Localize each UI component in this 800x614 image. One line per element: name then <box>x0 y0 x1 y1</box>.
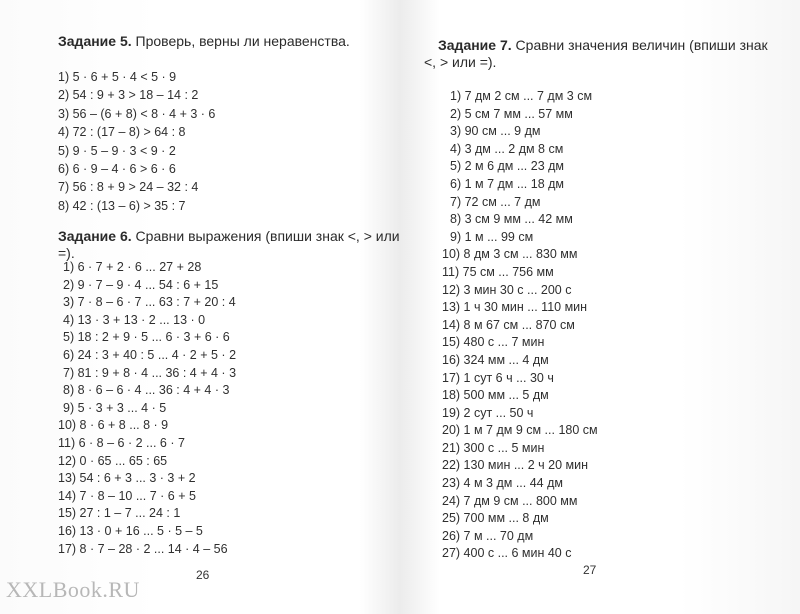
list-item: 14) 7 · 8 – 10 ... 7 · 6 + 5 <box>58 488 196 503</box>
list-item: 18) 500 мм ... 5 дм <box>442 388 549 403</box>
list-item: 3) 90 см ... 9 дм <box>450 124 541 139</box>
list-item: 4) 72 : (17 – 8) > 64 : 8 <box>58 125 186 140</box>
list-item: 1) 5 · 6 + 5 · 4 < 5 · 9 <box>58 70 177 84</box>
list-item: 15) 480 с ... 7 мин <box>442 335 545 350</box>
list-item: 17) 8 · 7 – 28 · 2 ... 14 · 4 – 56 <box>58 541 228 556</box>
list-item: 8) 3 см 9 мм ... 42 мм <box>450 212 573 227</box>
list-item: 10) 8 дм 3 см ... 830 мм <box>442 247 578 262</box>
list-item: 12) 3 мин 30 с ... 200 с <box>442 282 572 297</box>
list-item: 6) 6 · 9 – 4 · 6 > 6 · 6 <box>58 162 176 177</box>
page-number-left: 26 <box>196 568 210 582</box>
list-item: 19) 2 сут ... 50 ч <box>442 405 534 420</box>
task5-label: Задание 5. <box>58 33 132 49</box>
list-item: 5) 9 · 5 – 9 · 3 < 9 · 2 <box>58 143 176 158</box>
task7-heading <box>438 37 768 54</box>
task6-label: Задание 6. <box>58 228 132 244</box>
list-item: 14) 8 м 67 см ... 870 см <box>442 317 575 332</box>
task5-list <box>58 68 215 215</box>
list-item: 23) 4 м 3 дм ... 44 дм <box>442 476 563 491</box>
list-item: 16) 13 · 0 + 16 ... 5 · 5 – 5 <box>58 523 203 538</box>
list-item: 4) 3 дм ... 2 дм 8 см <box>450 141 564 156</box>
list-item: 2) 54 : 9 + 3 > 18 – 14 : 2 <box>58 88 199 103</box>
list-item: 27) 400 с ... 6 мин 40 с <box>442 546 572 561</box>
list-item: 12) 0 · 65 ... 65 : 65 <box>58 453 168 468</box>
list-item: 21) 300 с ... 5 мин <box>442 440 545 455</box>
task6-heading <box>58 228 400 262</box>
list-item: 11) 75 см ... 756 мм <box>442 264 554 279</box>
list-item: 1) 6 · 7 + 2 · 6 ... 27 + 28 <box>63 260 202 274</box>
list-item: 15) 27 : 1 – 7 ... 24 : 1 <box>58 506 181 521</box>
list-item: 3) 56 – (6 + 8) < 8 · 4 + 3 · 6 <box>58 106 216 121</box>
list-item: 26) 7 м ... 70 дм <box>442 528 534 543</box>
list-item: 7) 72 см ... 7 дм <box>450 194 541 209</box>
list-item: 4) 13 · 3 + 13 · 2 ... 13 · 0 <box>63 312 206 327</box>
task5-heading <box>58 33 350 50</box>
task6-list <box>58 259 236 558</box>
list-item: 9) 5 · 3 + 3 ... 4 · 5 <box>63 400 167 415</box>
list-item: 16) 324 мм ... 4 дм <box>442 352 549 367</box>
task7-text-line2: <, > или =). <box>424 54 497 70</box>
list-item: 13) 1 ч 30 мин ... 110 мин <box>442 300 588 315</box>
list-item: 2) 5 см 7 мм ... 57 мм <box>450 106 573 121</box>
list-item: 11) 6 · 8 – 6 · 2 ... 6 · 7 <box>58 435 185 450</box>
list-item: 24) 7 дм 9 см ... 800 мм <box>442 493 578 508</box>
list-item: 2) 9 · 7 – 9 · 4 ... 54 : 6 + 15 <box>63 277 219 292</box>
task7-label: Задание 7. <box>438 37 512 53</box>
list-item: 17) 1 сут 6 ч ... 30 ч <box>442 370 554 385</box>
list-item: 6) 1 м 7 дм ... 18 дм <box>450 176 565 191</box>
list-item: 8) 8 · 6 – 6 · 4 ... 36 : 4 + 4 · 3 <box>63 383 230 398</box>
list-item: 1) 7 дм 2 см ... 7 дм 3 см <box>450 89 593 103</box>
list-item: 10) 8 · 6 + 8 ... 8 · 9 <box>58 418 169 433</box>
list-item: 3) 7 · 8 – 6 · 7 ... 63 : 7 + 20 : 4 <box>63 295 236 310</box>
list-item: 22) 130 мин ... 2 ч 20 мин <box>442 458 588 473</box>
list-item: 20) 1 м 7 дм 9 см ... 180 см <box>442 423 598 438</box>
list-item: 5) 18 : 2 + 9 · 5 ... 6 · 3 + 6 · 6 <box>63 330 230 345</box>
task7-text-line1: Сравни значения величин (впиши знак <box>515 37 768 53</box>
watermark: XXLBook.RU <box>6 577 140 602</box>
page-number-right: 27 <box>583 563 597 577</box>
list-item: 7) 81 : 9 + 8 · 4 ... 36 : 4 + 4 · 3 <box>63 365 237 380</box>
task7-list <box>442 88 598 563</box>
list-item: 5) 2 м 6 дм ... 23 дм <box>450 159 565 174</box>
list-item: 8) 42 : (13 – 6) > 35 : 7 <box>58 198 186 213</box>
task5-text: Проверь, верны ли неравенства. <box>135 33 350 49</box>
list-item: 7) 56 : 8 + 9 > 24 – 32 : 4 <box>58 180 199 195</box>
list-item: 6) 24 : 3 + 40 : 5 ... 4 · 2 + 5 · 2 <box>63 347 237 362</box>
list-item: 25) 700 мм ... 8 дм <box>442 511 549 526</box>
list-item: 13) 54 : 6 + 3 ... 3 · 3 + 2 <box>58 471 196 486</box>
task6-text: Сравни выражения (впиши знак <, > или =). <box>58 228 400 261</box>
list-item: 9) 1 м ... 99 см <box>450 229 534 244</box>
